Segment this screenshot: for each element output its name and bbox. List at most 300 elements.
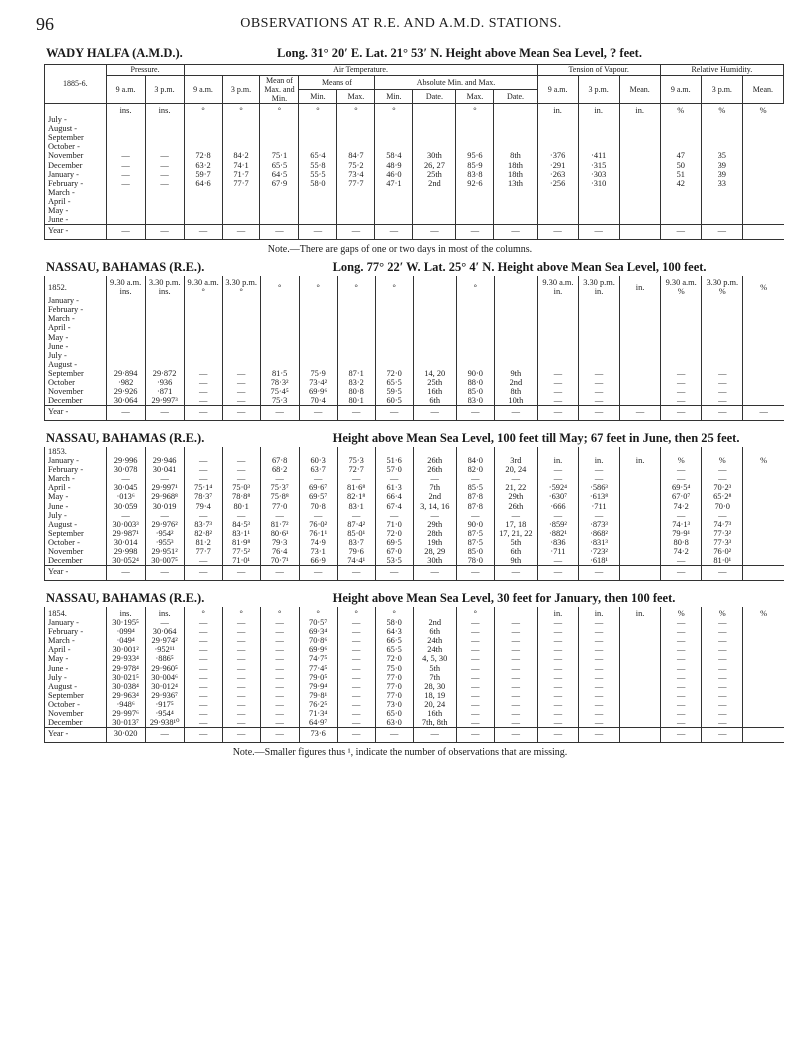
table-cell: — — [456, 728, 494, 743]
unit-label: in. — [578, 607, 619, 618]
table-cell: 18, 19 — [413, 691, 456, 700]
table-cell: 9th — [494, 556, 537, 566]
table-cell: — — [260, 682, 299, 691]
row-label: November — [45, 547, 107, 556]
table-cell: — — [260, 406, 299, 421]
table-row — [45, 700, 785, 709]
table-cell: ·882¹ — [537, 529, 578, 538]
table-cell: 71·7 — [222, 170, 260, 179]
table-row — [45, 305, 785, 314]
table-cell: 30·195⁵ — [106, 618, 145, 627]
table-cell — [337, 188, 375, 197]
table-cell — [660, 142, 701, 151]
table-cell — [661, 342, 702, 351]
table-cell — [456, 115, 494, 124]
table-cell: 53·5 — [375, 556, 413, 566]
table-cell: — — [184, 465, 222, 474]
table-cell — [742, 142, 783, 151]
table-cell — [743, 645, 784, 654]
table-row — [45, 142, 784, 151]
table-cell: — — [578, 645, 619, 654]
table-cell: — — [578, 406, 619, 421]
table-cell — [456, 314, 494, 323]
table-cell: — — [184, 700, 222, 709]
table-cell: 7th — [413, 483, 456, 492]
table-cell: — — [537, 387, 578, 396]
table-cell — [620, 728, 661, 743]
means-max-header: Max. — [337, 90, 375, 104]
table-cell: — — [222, 225, 260, 240]
table-cell: — — [375, 474, 413, 483]
table-cell: — — [184, 511, 222, 520]
table-cell: 77·3³ — [702, 538, 743, 547]
table-cell — [742, 188, 783, 197]
table-cell — [222, 142, 260, 151]
table-row — [45, 673, 785, 682]
table-cell — [743, 566, 784, 581]
table-cell — [106, 351, 145, 360]
table-cell: — — [184, 645, 222, 654]
table-cell — [375, 333, 413, 342]
table-cell — [742, 115, 783, 124]
table-cell: — — [702, 474, 743, 483]
table-cell: — — [701, 225, 742, 240]
table-cell: 30·004⁶ — [145, 673, 184, 682]
table-cell — [337, 351, 375, 360]
table-cell — [620, 645, 661, 654]
row-label: April - — [45, 645, 107, 654]
table-row — [45, 360, 785, 369]
table-cell: 65·5 — [375, 378, 413, 387]
table-cell: — — [106, 161, 145, 170]
table-cell: 76·2⁵ — [299, 700, 337, 709]
table-cell: 29·951² — [145, 547, 184, 556]
table-cell: 65·2⁸ — [702, 492, 743, 501]
table-cell — [619, 170, 660, 179]
table-cell: — — [145, 170, 184, 179]
table-cell — [702, 342, 743, 351]
unit-label: in. — [619, 104, 660, 116]
table-cell: ·310 — [578, 179, 619, 188]
table-cell: — — [299, 225, 337, 240]
table-cell: — — [184, 664, 222, 673]
table-cell: — — [222, 396, 260, 406]
table-cell — [413, 133, 456, 142]
table-cell: — — [145, 474, 184, 483]
table-cell: — — [222, 673, 260, 682]
means-of-header: Means of — [299, 76, 375, 90]
table-cell — [578, 333, 619, 342]
table-cell — [222, 115, 260, 124]
table-cell: 73·0 — [375, 700, 413, 709]
table-cell: 2nd — [494, 378, 537, 387]
table-cell: 75·3 — [337, 456, 375, 465]
table-cell: — — [184, 474, 222, 483]
table-cell — [375, 323, 413, 332]
table-cell — [184, 351, 222, 360]
table-cell: 42 — [660, 179, 701, 188]
table-cell: 82·8² — [184, 529, 222, 538]
page-number: 96 — [36, 14, 54, 34]
table-cell: ·049⁴ — [106, 636, 145, 645]
table-cell: — — [702, 691, 743, 700]
table-cell: — — [494, 728, 537, 743]
unit-label — [413, 607, 456, 618]
temp-pm-header: 3 p.m. — [222, 76, 260, 104]
table-cell — [145, 305, 184, 314]
table-row — [45, 333, 785, 342]
table-cell: — — [222, 645, 260, 654]
table-cell: ·586³ — [578, 483, 619, 492]
table-cell: — — [456, 673, 494, 682]
table-cell — [494, 351, 537, 360]
table-cell — [537, 142, 578, 151]
station-name: NASSAU, BAHAMAS (R.E.). — [46, 431, 205, 445]
table-cell — [620, 314, 661, 323]
table-cell: — — [375, 406, 413, 421]
station-name: NASSAU, BAHAMAS (R.E.). — [46, 591, 205, 605]
table-cell — [578, 360, 619, 369]
table-cell — [537, 124, 578, 133]
table-cell: 6th — [413, 627, 456, 636]
table-cell: — — [337, 691, 375, 700]
table-cell: — — [661, 387, 702, 396]
table-cell — [620, 447, 661, 456]
table-cell: 58·0 — [375, 618, 413, 627]
table-cell — [260, 296, 299, 305]
table-cell: — — [145, 511, 184, 520]
table-cell — [578, 447, 619, 456]
table-row — [45, 465, 785, 474]
table-cell: 75·3⁷ — [260, 483, 299, 492]
row-label: June - — [45, 664, 107, 673]
pressure-header: Pressure. — [106, 65, 184, 76]
table-cell — [184, 360, 222, 369]
station-name: WADY HALFA (A.M.D.). — [46, 46, 183, 60]
table-cell: — — [337, 566, 375, 581]
table-cell: 51·6 — [375, 456, 413, 465]
table-cell: 73·1 — [299, 547, 337, 556]
table-cell: — — [661, 511, 702, 520]
table-cell — [702, 296, 743, 305]
table-cell: — — [413, 406, 456, 421]
unit-label: ins. — [145, 607, 184, 618]
table-cell: — — [260, 566, 299, 581]
unit-label: ins. — [106, 104, 145, 116]
table-cell: — — [578, 682, 619, 691]
table-cell: 65·5 — [375, 645, 413, 654]
row-label: October - — [45, 142, 107, 151]
table-cell — [537, 115, 578, 124]
table-cell: — — [260, 511, 299, 520]
table-cell — [337, 197, 375, 206]
row-label: November — [45, 709, 107, 718]
table-cell — [742, 215, 783, 225]
table-cell — [620, 673, 661, 682]
table-cell — [106, 333, 145, 342]
table-cell: ·723² — [578, 547, 619, 556]
table-cell: 30·059 — [106, 502, 145, 511]
table-cell: 80·8 — [661, 538, 702, 547]
table-cell — [375, 206, 413, 215]
table-cell: 83·1 — [337, 502, 375, 511]
table-cell: — — [260, 664, 299, 673]
row-label: March - — [45, 314, 107, 323]
table-cell: — — [537, 728, 578, 743]
table-row — [45, 124, 784, 133]
unit-label — [413, 276, 456, 296]
unit-label — [494, 607, 537, 618]
unit-label: 3.30 p.m. % — [702, 276, 743, 296]
year-total-row — [45, 566, 785, 581]
table-cell — [299, 447, 337, 456]
table-cell — [660, 133, 701, 142]
table-cell: 85·0 — [456, 547, 494, 556]
table-cell: — — [145, 618, 184, 627]
table-cell — [299, 142, 337, 151]
table-cell — [619, 206, 660, 215]
table-cell: — — [494, 627, 537, 636]
table-cell: 64·5 — [260, 170, 299, 179]
table-cell — [619, 179, 660, 188]
table-cell: 75·0³ — [222, 483, 260, 492]
table-cell: 74·4¹ — [337, 556, 375, 566]
table-cell: 30th — [413, 556, 456, 566]
table-cell: 51 — [660, 170, 701, 179]
table-cell: 20, 24 — [494, 465, 537, 474]
table-cell — [620, 492, 661, 501]
row-label: Year - — [45, 225, 107, 240]
row-label: November — [45, 151, 107, 160]
table-cell — [260, 314, 299, 323]
table-cell: — — [702, 645, 743, 654]
table-cell: 47 — [660, 151, 701, 160]
table-row — [45, 627, 785, 636]
table-cell: — — [537, 465, 578, 474]
table-cell: 60·5 — [375, 396, 413, 406]
table-cell: 79·8¹ — [299, 691, 337, 700]
table-cell: 67·9 — [260, 179, 299, 188]
table-cell: — — [222, 618, 260, 627]
table-cell: 19th — [413, 538, 456, 547]
table-cell — [620, 556, 661, 566]
table-row — [45, 474, 785, 483]
table-cell: 29·996 — [106, 456, 145, 465]
table-cell — [742, 197, 783, 206]
table-cell: 67·4 — [375, 502, 413, 511]
table-cell: 79·9¹ — [661, 529, 702, 538]
unit-label: 3.30 p.m. ins. — [145, 276, 184, 296]
table-row — [45, 502, 785, 511]
table-cell — [456, 215, 494, 225]
table-cell: 87·1 — [337, 369, 375, 378]
table-cell — [660, 215, 701, 225]
table-cell — [743, 502, 784, 511]
table-cell: ·952¹¹ — [145, 645, 184, 654]
table-cell — [537, 305, 578, 314]
table-cell — [743, 296, 784, 305]
table-cell — [337, 360, 375, 369]
running-header: OBSERVATIONS AT R.E. AND A.M.D. STATIONS. — [240, 16, 562, 31]
table-cell: — — [661, 627, 702, 636]
table-cell — [222, 360, 260, 369]
table-cell: — — [537, 636, 578, 645]
unit-label: ° — [299, 607, 337, 618]
table-cell: 30·038⁴ — [106, 682, 145, 691]
table-cell — [337, 206, 375, 215]
table-cell: 85·0¹ — [337, 529, 375, 538]
table-row — [45, 133, 784, 142]
table-cell: — — [578, 566, 619, 581]
table-cell — [743, 333, 784, 342]
table-cell — [494, 447, 537, 456]
table-cell — [537, 197, 578, 206]
table-cell: ·618¹ — [578, 556, 619, 566]
table-cell: — — [537, 618, 578, 627]
table-cell: 80·6¹ — [260, 529, 299, 538]
table-cell — [260, 333, 299, 342]
table-cell — [743, 492, 784, 501]
table-cell: 73·6 — [299, 728, 337, 743]
table-cell — [620, 627, 661, 636]
table-cell: 78·0 — [456, 556, 494, 566]
table-cell: — — [702, 618, 743, 627]
table-cell — [337, 124, 375, 133]
table-cell: — — [661, 673, 702, 682]
table-cell: — — [537, 369, 578, 378]
table-cell — [743, 529, 784, 538]
table-cell: 82·0 — [456, 465, 494, 474]
vapour-tension-header: Tension of Vapour. — [537, 65, 660, 76]
table-cell — [743, 342, 784, 351]
row-label: September — [45, 529, 107, 538]
table-cell — [456, 305, 494, 314]
table-cell: 61·3 — [375, 483, 413, 492]
table-row — [45, 179, 784, 188]
table-row — [45, 396, 785, 406]
table-row — [45, 718, 785, 728]
table-row — [45, 170, 784, 179]
table-cell: — — [222, 378, 260, 387]
table-cell: — — [260, 654, 299, 663]
table-cell: — — [184, 225, 222, 240]
table-cell — [620, 700, 661, 709]
table-cell: 30·012⁴ — [145, 682, 184, 691]
table-cell: — — [375, 225, 413, 240]
table-cell: — — [537, 511, 578, 520]
table-cell: — — [260, 673, 299, 682]
table-cell — [145, 323, 184, 332]
table-cell — [743, 520, 784, 529]
table-cell — [337, 133, 375, 142]
table-cell: — — [494, 664, 537, 673]
year-label — [45, 104, 107, 116]
table-cell: — — [222, 700, 260, 709]
table-cell — [375, 305, 413, 314]
unit-label: ° — [260, 276, 299, 296]
table-cell: — — [702, 465, 743, 474]
table-cell — [222, 447, 260, 456]
unit-label: in. — [620, 607, 661, 618]
table-cell: 83·1¹ — [222, 529, 260, 538]
table-cell — [337, 215, 375, 225]
table-row — [45, 314, 785, 323]
row-label: Year - — [45, 406, 107, 421]
table-cell: — — [184, 718, 222, 728]
table-cell: 10th — [494, 396, 537, 406]
table-cell: — — [184, 566, 222, 581]
unit-label — [413, 104, 456, 116]
table-cell — [743, 673, 784, 682]
pressure-am-header: 9 a.m. — [106, 76, 145, 104]
air-temperature-header: Air Temperature. — [184, 65, 537, 76]
table-cell — [184, 115, 222, 124]
table-cell: 6th — [413, 396, 456, 406]
relative-humidity-header: Relative Humidity. — [660, 65, 783, 76]
table-cell: — — [702, 369, 743, 378]
table-cell — [375, 351, 413, 360]
table-cell — [145, 360, 184, 369]
table-cell: ·831³ — [578, 538, 619, 547]
table-cell — [456, 333, 494, 342]
table-cell: 71·0 — [375, 520, 413, 529]
table-cell: 81·0¹ — [702, 556, 743, 566]
table-cell — [337, 323, 375, 332]
table-cell: 69·3⁴ — [299, 627, 337, 636]
table-row — [45, 636, 785, 645]
table-cell — [620, 618, 661, 627]
table-cell: — — [702, 627, 743, 636]
table-row — [45, 387, 785, 396]
table-cell — [145, 296, 184, 305]
table-cell: 16th — [413, 709, 456, 718]
table-cell: — — [661, 645, 702, 654]
table-cell: 88·0 — [456, 378, 494, 387]
table-cell: — — [222, 691, 260, 700]
table-cell — [184, 333, 222, 342]
table-row — [45, 206, 784, 215]
table-cell — [578, 215, 619, 225]
table-cell — [456, 447, 494, 456]
unit-label: % — [702, 607, 743, 618]
table-cell: ·099⁴ — [106, 627, 145, 636]
table-cell: — — [578, 627, 619, 636]
table-cell: 30·020 — [106, 728, 145, 743]
table-cell: 72·0 — [375, 369, 413, 378]
table-cell: 81·5 — [260, 369, 299, 378]
row-label: January - — [45, 170, 107, 179]
vapour-mean-header: Mean. — [619, 76, 660, 104]
table-cell: 13th — [494, 179, 537, 188]
table-cell — [413, 351, 456, 360]
units-row — [45, 104, 784, 116]
table-cell — [145, 447, 184, 456]
table-cell: — — [702, 654, 743, 663]
table-cell — [742, 179, 783, 188]
table-cell: — — [661, 369, 702, 378]
table-cell: — — [494, 645, 537, 654]
table-cell: 77·4⁵ — [299, 664, 337, 673]
table-cell: 59·5 — [375, 387, 413, 396]
table-cell: 5th — [494, 538, 537, 547]
table-cell — [375, 360, 413, 369]
table-cell: — — [537, 664, 578, 673]
table-cell: 90·0 — [456, 369, 494, 378]
table-cell — [537, 333, 578, 342]
table-cell — [494, 342, 537, 351]
table-cell — [619, 133, 660, 142]
table-cell: 72·0 — [375, 529, 413, 538]
